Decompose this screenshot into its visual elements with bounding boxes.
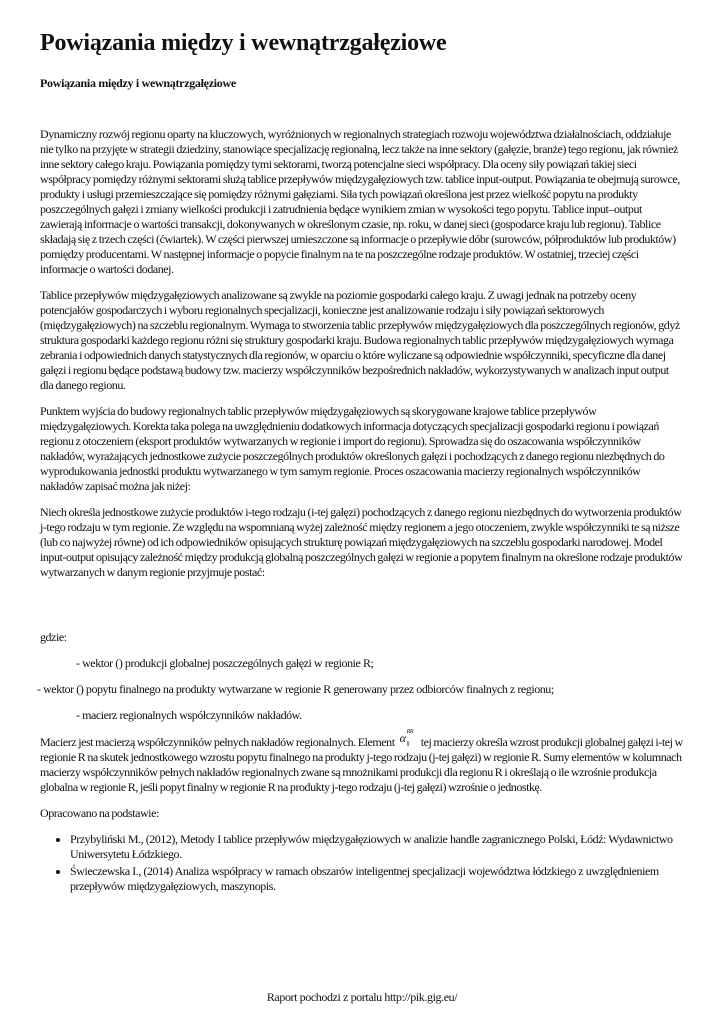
source-item: • Świeczewska I., (2014) Analiza współpracy w ramach obszarów inteligentnej specjalizacji województwa łódzkiego z uwzględnieniem przepływów międzygałęziowych, maszynopis.: [70, 864, 684, 894]
page-subtitle: Powiązania między i wewnątrzgałęziowe: [40, 76, 236, 90]
paragraph-matrix: [40, 729, 684, 795]
definition-coefficient-matrix: - macierz regionalnych współczynników nakładów.: [76, 708, 302, 722]
formula-placeholder: [40, 591, 684, 630]
definition-demand-vector: - wektor () popytu finalnego na produkty wytwarzane w regionie R generowany przez odbiorców finalnych z regionu;: [37, 682, 554, 696]
alpha-element-symbol: α RR ij: [399, 729, 414, 747]
sources-heading: Opracowano na podstawie:: [40, 806, 159, 820]
definition-production-vector: - wektor () produkcji globalnej poszczególnych gałęzi w regionie R;: [76, 656, 374, 670]
page-title: Powiązania między i wewnątrzgałęziowe: [40, 30, 447, 56]
document-page: [37, 30, 684, 896]
sources-list: [40, 832, 684, 894]
page-footer: Raport pochodzi z portalu http://pik.gig.eu/: [266, 990, 458, 1004]
paragraph-model: Niech określa jednostkowe zużycie produktów i-tego rodzaju (i-tej gałęzi) pochodzących z danego regionu niezbędnych do wytworzenia produktów j-tego rodzaju w tym regionie. Ze względu na wspomnianą wyżej zależność między regionem a jego otoczeniem, zwykle współczynniki te są niższe (lub co najwyżej równe) od ich odpowiedników opisujących strukturę powiązań międzygałęziowych na szczeblu gospodarki narodowej. Model input-output opisujący zależność między produkcją globalną poszczególnych gałęzi w regionie a popytem finalnym na określone rodzaje produktów wytwarzanych w danym regionie przyjmuje postać:: [40, 505, 683, 579]
matrix-text-after: tej macierzy określa wzrost produkcji globalnej gałęzi i-tej w regionie R na skutek jednostkowego wzrostu popytu finalnego na produkty j-tego rodzaju (j-tej gałęzi) w regionie R. Sumy elementów w kolumnach macierzy współczynników pełnych nakładów regionalnych zwane są mnożnikami produkcji dla regionu R i określają o ile wzrośnie produkcja globalna w regionie R, jeśli popyt finalny w regionie R na produkty j-tego rodzaju (j-tej gałęzi) wzrośnie o jednostkę.: [40, 735, 683, 794]
paragraph-starting-point: Punktem wyjścia do budowy regionalnych tablic przepływów międzygałęziowych są skorygowane krajowe tablice przepływów międzygałęziowych. Korekta taka polega na uwzględnieniu dodatkowych informacja dotyczących specjalizacji gospodarki regionu i powiązań regionu z otoczeniem (eksport produktów wytwarzanych w regionie i import do regionu). Sprowadza się do oszacowania współczynników nakładów, wyrażających jednostkowe zużycie poszczególnych produktów określonych gałęzi i pochodzących z danego regionu niezbędnych do wyprodukowania jednostki produktu wytwarzanego w tym samym regionie. Proces oszacowania macierzy regionalnych współczynników nakładów zapisać można jak niżej:: [40, 404, 665, 493]
paragraph-intro: Dynamiczny rozwój regionu oparty na kluczowych, wyróżnionych w regionalnych strategiach rozwoju województwa działalnościach, oddziałuje nie tylko na przyjęte w strategii dziedziny, stanowiące specjalizację regionalną, lecz także na inne sektory (gałęzie, branże) tego regionu, jak również inne sektory całego kraju. Powiązania pomiędzy tymi sektorami, tworzą potencjalne sieci współpracy. Dla oceny siły powiązań takiej sieci współpracy pomiędzy różnymi sektorami służą tablice przepływów międzygałęziowych tzw. tablice input-output. Powiązania te obejmują surowce, produkty i usługi przemieszczające się pomiędzy różnymi gałęziami. Siła tych powiązań określona jest przez wielkość popytu na produkty poszczególnych gałęzi i zmiany wielkości produkcji i zatrudnienia będące wynikiem zmian w wysokości tego popytu. Tablice input–output zawierają informacje o wartości transakcji, dokonywanych w określonym czasie, np. roku, w danej sieci (gospodarce kraju lub regionu). Tablice składają się z trzech części (ćwiartek). W części pierwszej umieszczone są informacje o przepływie dóbr (surowców, półproduktów lub produktów) pomiędzy producentami. W następnej informacje o popycie finalnym na te na poszczególne rodzaje produktów. W ostatniej, trzeciej części informacje o wartości dodanej.: [40, 127, 680, 276]
matrix-text-before: Macierz jest macierzą współczynników pełnych nakładów regionalnych. Element: [40, 735, 395, 749]
paragraph-regional-tables: Tablice przepływów międzygałęziowych analizowane są zwykle na poziomie gospodarki całego kraju. Z uwagi jednak na potrzeby oceny potencjałów gospodarczych i wyboru regionalnych specjalizacji, konieczne jest analizowanie rodzaju i siły powiązań sektorowych (międzygałęziowych) na szczeblu regionalnym. Wymaga to stworzenia tablic przepływów międzygałęziowych dla poszczególnych regionów, gdyż struktura gospodarki każdego regionu różni się struktury gospodarki kraju. Budowa regionalnych tablic przepływów międzygałęziowych wymaga zebrania i odpowiednich danych statystycznych dla regionów, w oparciu o które wyliczane są odpowiednie współczynniki, specyficzne dla danej gałęzi i regionu będące podstawą budowy tzw. macierzy współczynników bezpośrednich nakładów, wykorzystywanych w analizach input output dla danego regionu.: [40, 288, 680, 392]
source-item: • Przybyliński M., (2012), Metody I tablice przepływów międzygałęziowych w analizie handle zagranicznego Polski, Łódź: Wydawnictwo Uniwersytetu Łódzkiego.: [70, 832, 684, 862]
gdzie-label: gdzie:: [40, 630, 67, 644]
